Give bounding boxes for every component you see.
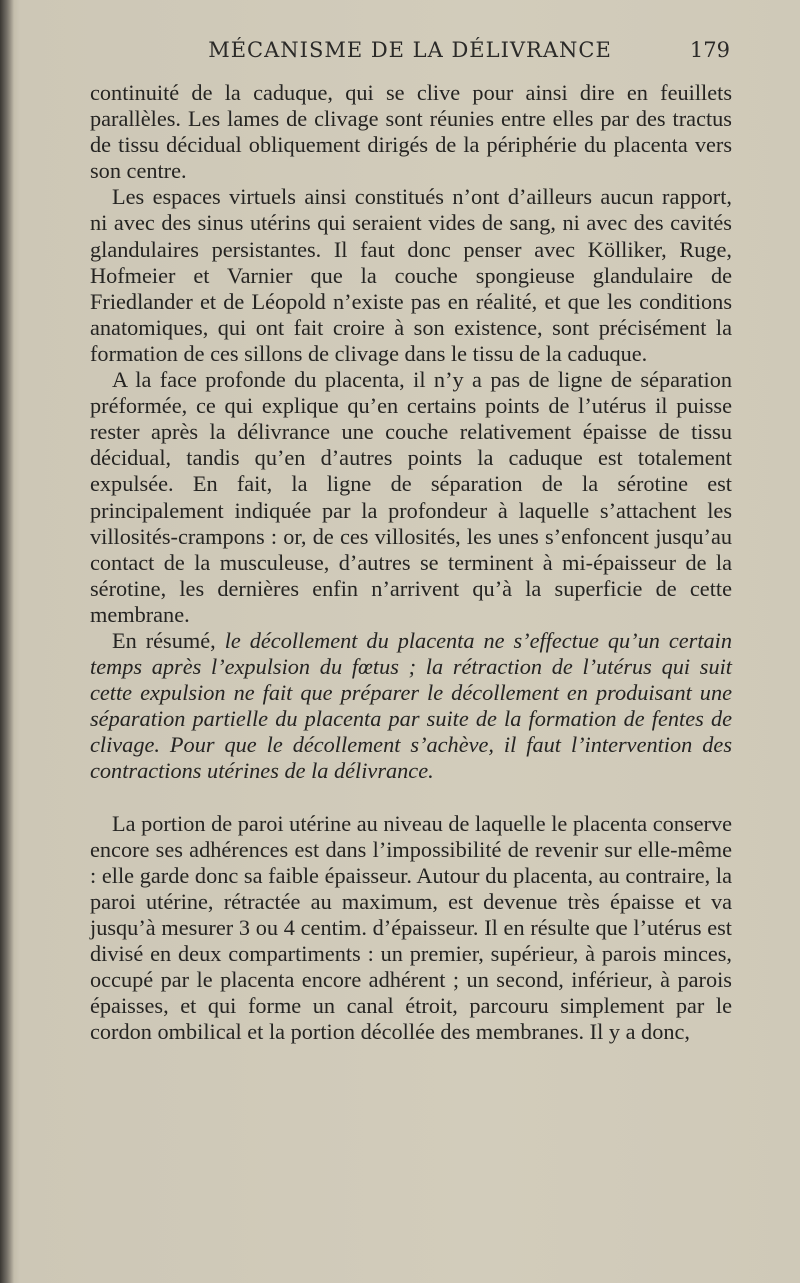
paragraph-1: continuité de la caduque, qui se clive pour ainsi dire en feuillets parallèles. Les lames de clivage sont réunies entre elles par des tractus de tissu décidual obliquement dirigés de la périphérie du placenta vers son centre. <box>90 80 732 184</box>
binding-shadow <box>0 0 14 1283</box>
paragraph-4-summary <box>90 628 732 785</box>
paragraph-5: La portion de paroi utérine au niveau de laquelle le placenta conserve encore ses adhérences est dans l’impossibilité de revenir sur elle-même : elle garde donc sa faible épaisseur. Autour du placenta, au contraire, la paroi utérine, rétractée au maximum, est devenue très épaisse et va jusqu’à mesurer 3 ou 4 centim. d’épaisseur. Il en résulte que l’utérus est divisé en deux compartiments : un premier, supérieur, à parois minces, occupé par le placenta encore adhérent ; un second, inférieur, à parois épaisses, et qui forme un canal étroit, parcouru simplement par le cordon ombilical et la portion décollée des membranes. Il y a donc, <box>90 810 732 1045</box>
paragraph-3: A la face profonde du placenta, il n’y a pas de ligne de séparation préformée, ce qui explique qu’en certains points de l’utérus il puisse rester après la délivrance une couche relativement épaisse de tissu décidual, tandis qu’en d’autres points la caduque est totalement expulsée. En fait, la ligne de séparation de la sérotine est principalement indiquée par la profondeur à laquelle s’attachent les villosités-crampons : or, de ces villosités, les unes s’enfoncent jusqu’au contact de la musculeuse, d’autres se terminent à mi-épaisseur de la sérotine, les dernières enfin n’arrivent qu’à la superficie de cette membrane. <box>90 367 732 627</box>
paragraph-2: Les espaces virtuels ainsi constitués n’ont d’ailleurs aucun rapport, ni avec des sinus utérins qui seraient vides de sang, ni avec des cavités glandulaires persistantes. Il faut donc penser avec Kölliker, Ruge, Hofmeier et Varnier que la couche spongieuse glandulaire de Friedlander et de Léopold n’existe pas en réalité, et que les conditions anatomiques, qui ont fait croire à son existence, sont précisément la formation de ces sillons de clivage dans le tissu de la caduque. <box>90 184 732 366</box>
summary-lead: En résumé, <box>112 627 216 653</box>
running-title: MÉCANISME DE LA DÉLIVRANCE <box>208 38 612 62</box>
body-text <box>90 80 732 1045</box>
running-head <box>90 38 730 68</box>
summary-italic: le décollement du placenta ne s’effectue qu’un certain temps après l’expulsion du fœtus ; la rétraction de l’utérus qui suit cette expulsion ne fait que préparer le décollement en produisant une séparation partielle du placenta par suite de la formation de fentes de clivage. Pour que le décollement s’achève, il faut l’intervention des contractions utérines de la délivrance. <box>90 627 733 784</box>
page-number: 179 <box>689 38 730 62</box>
